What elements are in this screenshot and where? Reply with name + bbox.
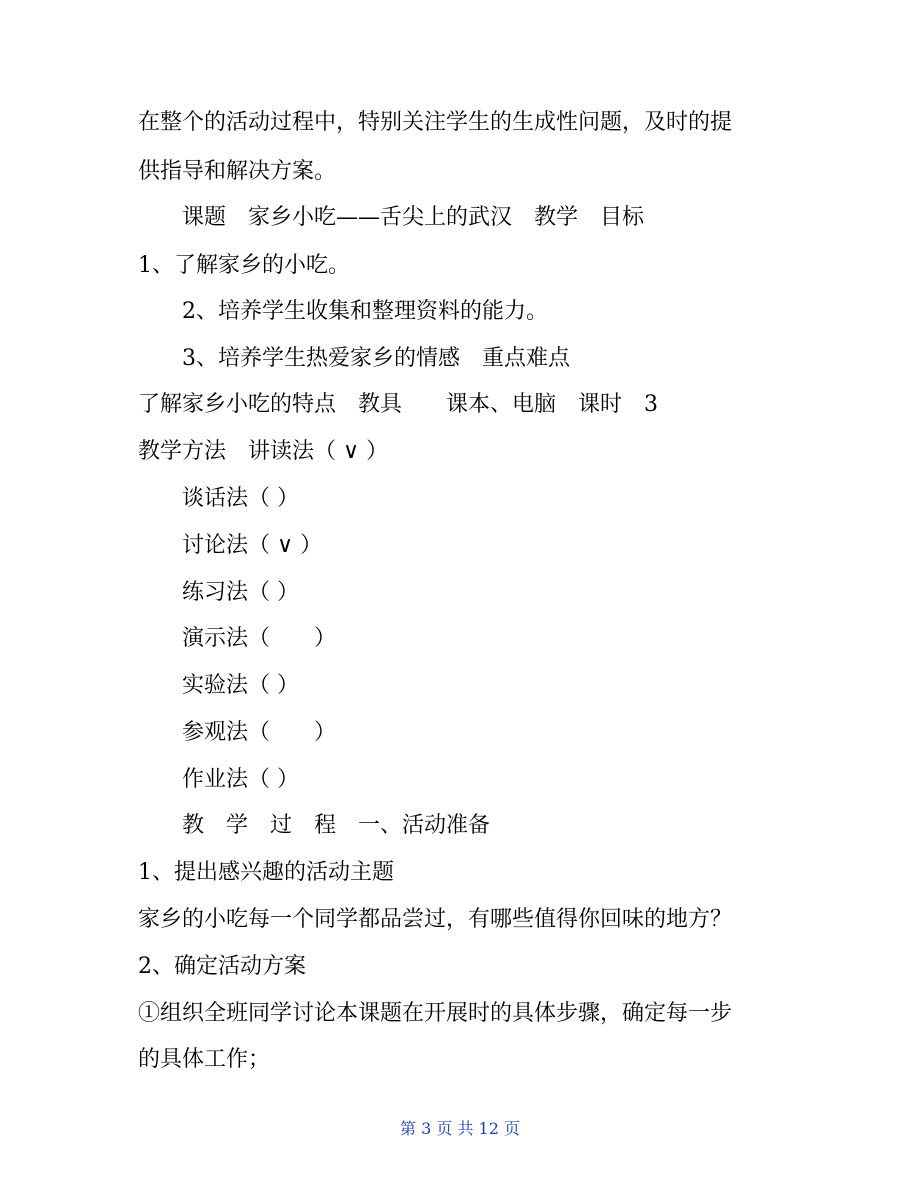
method-line: 实验法（ ） [182,673,299,698]
step-line: 1、提出感兴趣的活动主题 [138,860,394,885]
info-line: 了解家乡小吃的特点 教具 课本、电脑 课时 3 [138,392,658,417]
paragraph-line: 在整个的活动过程中，特别关注学生的生成性问题，及时的提 [138,110,733,135]
paragraph-line: 的具体工作； [138,1047,271,1072]
method-line: 教学方法 讲读法（ ∨ ） [138,439,389,464]
method-line: 参观法（ ） [182,720,337,745]
paragraph-line: ①组织全班同学讨论本课题在开展时的具体步骤，确定每一步 [138,1001,733,1026]
method-line: 练习法（ ） [182,580,299,605]
method-line: 演示法（ ） [182,626,337,651]
paragraph-line: 供指导和解决方案。 [138,159,337,184]
objective-line: 3、培养学生热爱家乡的情感 重点难点 [182,346,570,371]
method-line: 谈话法（ ） [182,486,299,511]
method-line: 作业法（ ） [182,767,299,792]
course-header-line: 课题 家乡小吃——舌尖上的武汉 教学 目标 [182,205,645,230]
step-line: 2、确定活动方案 [138,954,306,979]
process-heading: 教 学 过 程 一、活动准备 [182,813,491,838]
method-line: 讨论法（ ∨ ） [182,533,323,558]
paragraph-line: 家乡的小吃每一个同学都品尝过，有哪些值得你回味的地方？ [138,907,733,932]
page-footer: 第 3 页 共 12 页 [400,1119,520,1138]
objective-line: 1、了解家乡的小吃。 [138,253,350,278]
objective-line: 2、培养学生收集和整理资料的能力。 [182,299,548,324]
